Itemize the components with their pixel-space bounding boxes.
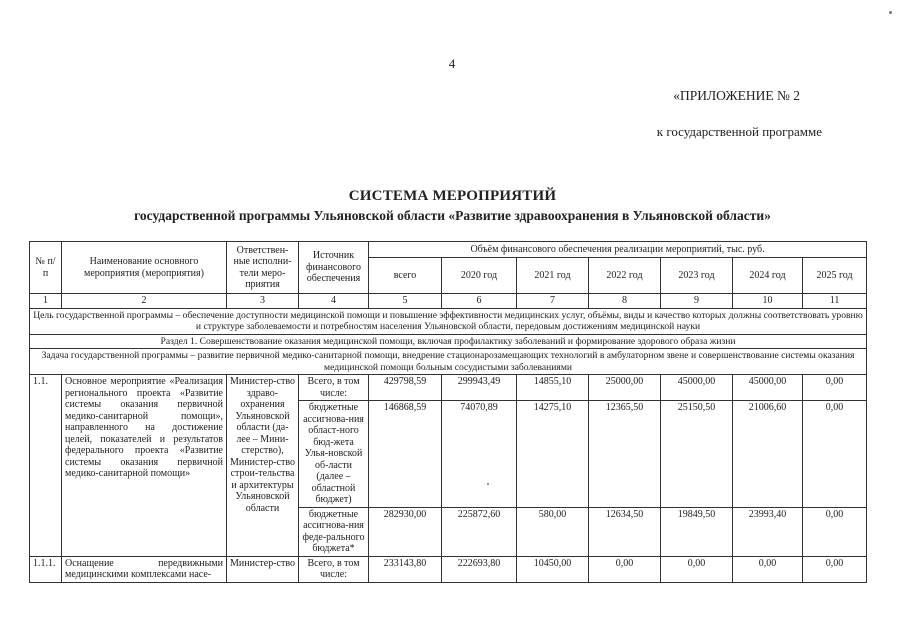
value-2021: 10450,00 (517, 556, 589, 582)
document-subtitle: государственной программы Ульяновской области «Развитие здравоохранения в Ульяновской области» (134, 208, 771, 223)
column-number: 10 (733, 294, 803, 309)
header-year: 2025 год (803, 258, 867, 294)
column-number: 5 (369, 294, 442, 309)
responsible-executors: Министер-ство здраво-охранения Ульяновской области (да-лее – Мини-стерство), Министер-ство строи-тельства и архитектуры Ульяновской области (227, 375, 299, 557)
column-numbers-row (30, 294, 867, 309)
value-2023: 45000,00 (661, 375, 733, 401)
value-2021: 580,00 (517, 507, 589, 556)
document-title: СИСТЕМА МЕРОПРИЯТИЙ (348, 188, 557, 204)
column-number: 2 (62, 294, 227, 309)
goal-row (30, 308, 867, 334)
value-2021: 14855,10 (517, 375, 589, 401)
value-2021: 14275,10 (517, 401, 589, 508)
value-2023: 0,00 (661, 556, 733, 582)
column-number: 6 (442, 294, 517, 309)
scan-speck (889, 11, 892, 14)
table-row (30, 375, 867, 401)
header-year: 2024 год (733, 258, 803, 294)
appendix-title: «ПРИЛОЖЕНИЕ № 2 (673, 88, 800, 103)
funding-source: Всего, в том числе: (299, 556, 369, 582)
column-number: 7 (517, 294, 589, 309)
row-number: 1.1. (30, 375, 62, 557)
row-number: 1.1.1. (30, 556, 62, 582)
section-title: Раздел 1. Совершенствование оказания медицинской помощи, включая профилактику заболеваний и формирование здорового образа жизни (30, 334, 867, 349)
header-year: 2021 год (517, 258, 589, 294)
header-source: Источник финансового обеспечения (299, 242, 369, 294)
header-year: 2020 год (442, 258, 517, 294)
goal-text: Цель государственной программы – обеспечение доступности медицинской помощи и повышение эффективности медицинских услуг, объёмы, виды и качество которых должны соответствовать уровню и структуре заболеваемости и потребностям населения Ульяновской области, передовым достижениям медицинской науки (30, 308, 867, 334)
column-number: 9 (661, 294, 733, 309)
value-2025: 0,00 (803, 507, 867, 556)
header-responsible: Ответствен-ные исполни-тели меро-приятия (227, 242, 299, 294)
value-2022: 0,00 (589, 556, 661, 582)
measure-name: Основное мероприятие «Реализация регионального проекта «Развитие системы оказания первичной медико-санитарной помощи», направленного на достижение целей, показателей и результатов федерального проекта «Развитие системы оказания первичной медико-санитарной помощи» (62, 375, 227, 557)
header-row (30, 242, 867, 258)
value-2025: 0,00 (803, 375, 867, 401)
value-2020: 225872,60 (442, 507, 517, 556)
measure-name: Оснащение передвижными медицинскими комплексами насе- (62, 556, 227, 582)
funding-source: бюджетные ассигнова-ния област-ного бюд-жета Улья-новской об-ласти (далее – областной бюджет) (299, 401, 369, 508)
header-name: Наименование основного мероприятия (мероприятия) (62, 242, 227, 294)
value-2020: 222693,80 (442, 556, 517, 582)
header-funding-group: Объём финансового обеспечения реализации мероприятий, тыс. руб. (369, 242, 867, 258)
value-total: 282930,00 (369, 507, 442, 556)
section-row (30, 334, 867, 349)
header-year: 2023 год (661, 258, 733, 294)
value-2024: 0,00 (733, 556, 803, 582)
value-2025: 0,00 (803, 556, 867, 582)
value-2024: 23993,40 (733, 507, 803, 556)
header-num: № п/п (30, 242, 62, 294)
column-number: 1 (30, 294, 62, 309)
page-number: 4 (448, 56, 456, 71)
value-2020: 299943,49 (442, 375, 517, 401)
appendix-subtitle: к государственной программе (656, 124, 822, 139)
value-2023: 19849,50 (661, 507, 733, 556)
value-total: 429798,59 (369, 375, 442, 401)
funding-source: бюджетные ассигнова-ния феде-рального бюджета* (299, 507, 369, 556)
value-2022: 12634,50 (589, 507, 661, 556)
table-row (30, 556, 867, 582)
measures-table (29, 241, 867, 583)
value-2023: 25150,50 (661, 401, 733, 508)
header-year: 2022 год (589, 258, 661, 294)
task-text: Задача государственной программы – развитие первичной медико-санитарной помощи, внедрение стационарозамещающих технологий в амбулаторном звене и совершенствование системы оказания медицинской помощи больным сосудистыми заболеваниями (30, 349, 867, 375)
value-total: 146868,59 (369, 401, 442, 508)
value-2022: 12365,50 (589, 401, 661, 508)
column-number: 4 (299, 294, 369, 309)
task-row (30, 349, 867, 375)
value-2024: 21006,60 (733, 401, 803, 508)
value-2020: 74070,89 (442, 401, 517, 508)
column-number: 3 (227, 294, 299, 309)
value-2022: 25000,00 (589, 375, 661, 401)
funding-source: Всего, в том числе: (299, 375, 369, 401)
column-number: 11 (803, 294, 867, 309)
responsible-executors: Министер-ство (227, 556, 299, 582)
value-total: 233143,80 (369, 556, 442, 582)
value-2024: 45000,00 (733, 375, 803, 401)
value-2025: 0,00 (803, 401, 867, 508)
column-number: 8 (589, 294, 661, 309)
header-year: всего (369, 258, 442, 294)
